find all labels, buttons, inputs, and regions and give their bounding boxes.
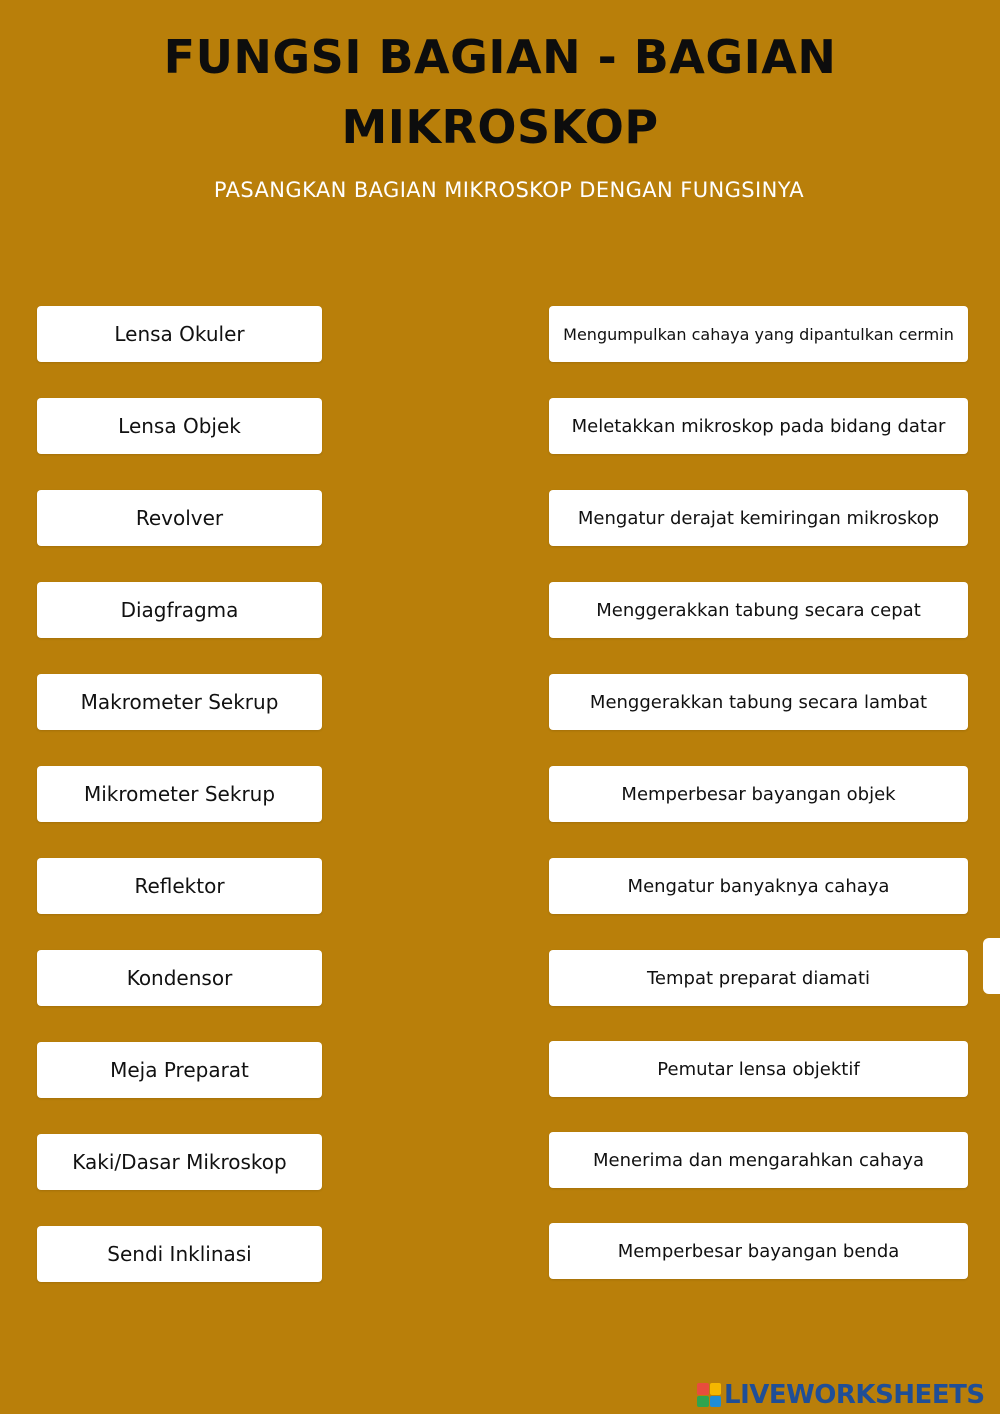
part-card-mikrometer-sekrup[interactable]: Mikrometer Sekrup — [37, 766, 322, 822]
page-title-line-2: MIKROSKOP — [341, 100, 659, 154]
function-card-6[interactable]: Memperbesar bayangan objek — [549, 766, 968, 822]
function-card-8[interactable]: Tempat preparat diamati — [549, 950, 968, 1006]
part-card-diagfragma[interactable]: Diagfragma — [37, 582, 322, 638]
logo-square-red — [697, 1383, 709, 1395]
page-subtitle: PASANGKAN BAGIAN MIKROSKOP DENGAN FUNGSINYA — [213, 178, 805, 202]
side-panel-tab[interactable] — [983, 938, 1000, 994]
liveworksheets-logo-icon — [697, 1383, 721, 1407]
function-card-4[interactable]: Menggerakkan tabung secara cepat — [549, 582, 968, 638]
function-card-11[interactable]: Memperbesar bayangan benda — [549, 1223, 968, 1279]
part-card-kondensor[interactable]: Kondensor — [37, 950, 322, 1006]
function-card-1[interactable]: Mengumpulkan cahaya yang dipantulkan cermin — [549, 306, 968, 362]
function-card-7[interactable]: Mengatur banyaknya cahaya — [549, 858, 968, 914]
logo-square-blue — [710, 1396, 722, 1408]
function-card-3[interactable]: Mengatur derajat kemiringan mikroskop — [549, 490, 968, 546]
part-card-lensa-objek[interactable]: Lensa Objek — [37, 398, 322, 454]
function-card-5[interactable]: Menggerakkan tabung secara lambat — [549, 674, 968, 730]
function-card-10[interactable]: Menerima dan mengarahkan cahaya — [549, 1132, 968, 1188]
part-card-revolver[interactable]: Revolver — [37, 490, 322, 546]
part-card-makrometer-sekrup[interactable]: Makrometer Sekrup — [37, 674, 322, 730]
part-card-lensa-okuler[interactable]: Lensa Okuler — [37, 306, 322, 362]
logo-square-yellow — [710, 1383, 722, 1395]
part-card-meja-preparat[interactable]: Meja Preparat — [37, 1042, 322, 1098]
page-title-line-1: FUNGSI BAGIAN - BAGIAN — [163, 30, 837, 84]
function-card-2[interactable]: Meletakkan mikroskop pada bidang datar — [549, 398, 968, 454]
part-card-reflektor[interactable]: Reflektor — [37, 858, 322, 914]
page-title — [0, 22, 1000, 162]
function-card-9[interactable]: Pemutar lensa objektif — [549, 1041, 968, 1097]
brand-name: LIVEWORKSHEETS — [724, 1380, 985, 1410]
liveworksheets-logo[interactable] — [697, 1378, 985, 1412]
logo-square-green — [697, 1396, 709, 1408]
part-card-kaki-dasar-mikroskop[interactable]: Kaki/Dasar Mikroskop — [37, 1134, 322, 1190]
part-card-sendi-inklinasi[interactable]: Sendi Inklinasi — [37, 1226, 322, 1282]
